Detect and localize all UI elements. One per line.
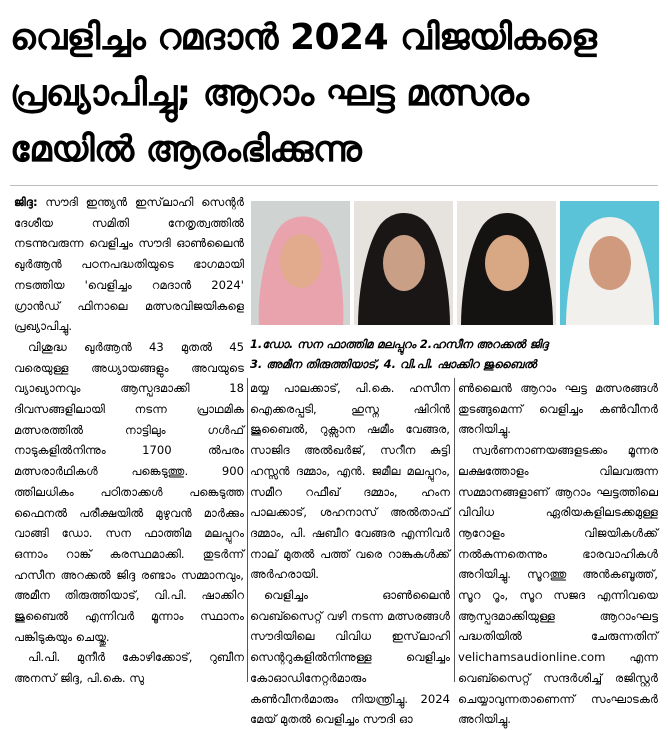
photo-caption xyxy=(250,334,660,374)
headline xyxy=(10,10,658,178)
article-paragraph-2: വിശുദ്ധ ഖുർആൻ 43 മുതൽ 45 വരെയുള്ള അധ്യായങ്ങളും അവയുടെ വ്യാഖ്യാനവും ആസ്പദമാക്കി 18 ദിവസങ്ങളിലായി നടന്ന പ്രാഥമിക മത്സരത്തിൽ നാട്ടിലും ഗൾഫ് നാടുകളിൽനിന്നും 1700 ൽപരം മത്സരാർഥികൾ പങ്കെടുത്തു. 900 ത്തിലധികം പഠിതാക്കൾ പങ്കെടുത്ത ഫൈനൽ പരീക്ഷയിൽ മുഴുവൻ മാർക്കും വാങ്ങി ഡോ. സന ഫാത്തിമ മലപ്പുറം ഒന്നാം റാങ്ക് കരസ്ഥമാക്കി. തുടർന്ന് ഹസീന അറക്കൽ ജിദ്ദ രണ്ടാം സമ്മാനവും, അമീന തിരുത്തിയാട്, വി.പി. ഷാക്കിറ ജുബൈൽ എന്നിവർ മൂന്നാം സ്ഥാനം പങ്കിടുകയും ചെയ്തു. xyxy=(14,339,244,644)
portrait-3-face xyxy=(485,235,529,291)
portrait-4-graphic xyxy=(560,201,659,325)
winner-photo-4 xyxy=(560,201,659,325)
article-column-3 xyxy=(458,378,658,730)
article-column-1 xyxy=(14,192,244,689)
winner-photos xyxy=(251,201,659,325)
article-paragraph-3: പി.പി. മുനീർ കോഴിക്കോട്, റുബീന അനസ് ജിദ്ദ, പി.കെ. സു xyxy=(14,650,244,686)
winner-photo-1 xyxy=(251,201,350,325)
column-2-paragraph-1: മയ്യ പാലക്കാട്, പി.കെ. ഹസീന ഐക്കരപ്പടി, ഹുസ്ന ഷിറിൻ ജുബൈൽ, റുക്സാന ഷമീം വേങ്ങര, സാജിദ അൽഖർജ്, സറീന കുട്ടി ഹസ്സൻ ദമ്മാം, എൻ. ജമീല മലപ്പുറം, സമീറ റഫീഖ് ദമ്മാം, ഹംന പാലക്കാട്, ശഹനാസ് അൽതാഫ് ദമ്മാം, പി. ഷബീറ വേങ്ങര എന്നിവർ നാല് മുതൽ പത്ത് വരെ റാങ്കുകൾക്ക് അർഹരായി. xyxy=(250,381,450,582)
winner-photo-3 xyxy=(457,201,556,325)
column-divider-2 xyxy=(454,378,455,682)
headline-line-3: മേയിൽ ആരംഭിക്കുന്നു xyxy=(10,129,362,170)
portrait-3-graphic xyxy=(457,201,556,325)
column-divider-1 xyxy=(247,378,248,682)
column-3-paragraph-2: സ്വർണനാണയങ്ങളടക്കം മൂന്നര ലക്ഷത്തോളം വിലവരുന്ന സമ്മാനങ്ങളാണ് ആറാം ഘട്ടത്തിലെ വിവിധ ഏരിയകളിലടക്കമുള്ള നൂറോളം വിജയികൾക്ക് നൽകുന്നതെന്നും ഭാരവാഹികൾ അറിയിച്ചു. സൂറത്തു അൻകബൂത്ത്, സൂറ റൂം, സൂറ സജദ എന്നിവയെ ആസ്പദമാക്കിയുള്ള ആറാംഘട്ട പദ്ധതിയിൽ ചേരുന്നതിന് velichamsaudionline.com എന്ന വെബ്സൈറ്റ് സന്ദർശിച്ച് രജിസ്റ്റർ ചെയ്യാവുന്നതാണെന്ന് സംഘാടകർ അറിയിച്ചു. xyxy=(458,443,658,727)
portrait-2-face xyxy=(383,235,425,291)
portrait-1-face xyxy=(280,234,322,288)
headline-rule xyxy=(10,185,658,186)
column-2-paragraph-2: വെളിച്ചം ഓൺലൈൻ വെബ്സൈറ്റ് വഴി നടന്ന മത്സരങ്ങൾ സൗദിയിലെ വിവിധ ഇസ്‌ലാഹി സെന്ററുകളിൽനിന്നുള്ള വെളിച്ചം കോഓഡിനേറ്റർമാരും കൺവീനർമാരും നിയന്ത്രിച്ചു. 2024 മേയ് മുതൽ വെളിച്ചം സൗദി ഓ xyxy=(250,588,450,727)
portrait-1-graphic xyxy=(251,201,350,325)
caption-line-2: 3. അമീന തിരുത്തിയാട്, 4. വി.പി. ഷാക്കിറ ജുബൈൽ xyxy=(250,357,537,371)
paragraph-1-text: സൗദി ഇന്ത്യൻ ഇസ്‌ലാഹി സെന്റർ ദേശീയ സമിതി നേതൃത്വത്തിൽ നടന്നുവരുന്ന വെളിച്ചം സൗദി ഓൺലൈൻ ഖുർആൻ പഠനപദ്ധതിയുടെ ഭാഗമായി നടത്തിയ 'വെളിച്ചം റമദാൻ 2024' ഗ്രാൻഡ് ഫിനാലെ മത്സരവിജയികളെ പ്രഖ്യാപിച്ചു. xyxy=(14,195,244,334)
headline-line-1: വെളിച്ചം റമദാൻ 2024 വിജയികളെ xyxy=(10,17,597,58)
portrait-4-face xyxy=(589,236,631,290)
dateline: ജിദ്ദ: xyxy=(14,195,38,209)
article-column-2 xyxy=(250,378,450,730)
portrait-2-graphic xyxy=(354,201,453,325)
column-3-paragraph-1: ൺലൈൻ ആറാം ഘട്ട മത്സരങ്ങൾ തുടങ്ങുമെന്ന് വെളിച്ചം കൺവീനർ അറിയിച്ചു. xyxy=(458,381,658,437)
winner-photo-2 xyxy=(354,201,453,325)
caption-line-1: 1.ഡോ. സന ഫാത്തിമ മലപ്പുറം 2.ഹസീന അറക്കൽ ജിദ്ദ xyxy=(250,337,549,351)
article-paragraph-1 xyxy=(14,192,244,337)
headline-line-2: പ്രഖ്യാപിച്ചു; ആറാം ഘട്ട മത്സരം xyxy=(10,73,529,114)
